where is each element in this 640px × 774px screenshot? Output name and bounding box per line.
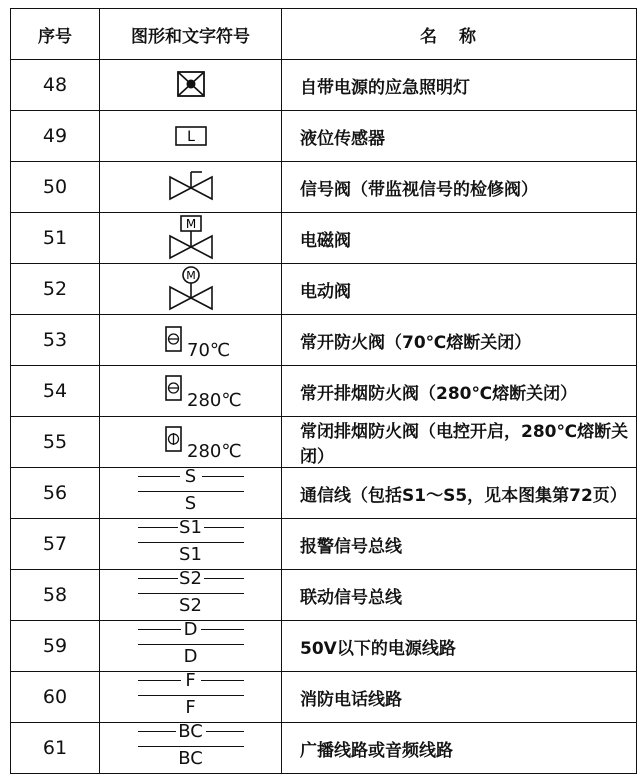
level-sensor-label: L xyxy=(187,129,195,145)
row-no: 58 xyxy=(11,570,100,621)
temperature-label: 70℃ xyxy=(187,340,231,361)
header-name: 名称 xyxy=(282,9,637,60)
row-name: 联动信号总线 xyxy=(282,570,637,621)
row-symbol xyxy=(100,519,282,570)
row-name: 通信线（包括S1～S5，见本图集第72页） xyxy=(282,468,637,519)
linkage-bus-symbol xyxy=(100,570,281,620)
row-symbol xyxy=(100,264,282,315)
communication-line-symbol xyxy=(100,468,281,518)
row-name: 50V以下的电源线路 xyxy=(282,621,637,672)
table-row xyxy=(11,570,637,621)
row-symbol xyxy=(100,213,282,264)
table-row xyxy=(11,366,637,417)
table-row xyxy=(11,162,637,213)
line-code-bottom: S xyxy=(184,493,197,514)
row-no: 48 xyxy=(11,60,100,111)
row-no: 52 xyxy=(11,264,100,315)
row-name: 消防电话线路 xyxy=(282,672,637,723)
row-symbol xyxy=(100,570,282,621)
row-symbol xyxy=(100,417,282,468)
table-row xyxy=(11,621,637,672)
row-symbol xyxy=(100,366,282,417)
row-name: 自带电源的应急照明灯 xyxy=(282,60,637,111)
row-symbol xyxy=(100,162,282,213)
table-row xyxy=(11,315,637,366)
header-symbol: 图形和文字符号 xyxy=(100,9,282,60)
row-symbol xyxy=(100,672,282,723)
table-row xyxy=(11,111,637,162)
line-code-bottom: BC xyxy=(178,748,203,769)
row-name: 报警信号总线 xyxy=(282,519,637,570)
row-name: 常开防火阀（70℃熔断关闭） xyxy=(282,315,637,366)
temperature-label: 280℃ xyxy=(187,390,242,411)
motor-label: M xyxy=(186,269,196,282)
table-row xyxy=(11,468,637,519)
level-sensor-icon xyxy=(100,111,281,161)
line-code-top: S xyxy=(184,466,197,487)
line-code-top: D xyxy=(183,619,198,640)
table-row xyxy=(11,672,637,723)
table-row xyxy=(11,60,637,111)
row-no: 49 xyxy=(11,111,100,162)
emergency-lamp-icon xyxy=(100,60,281,110)
solenoid-valve-icon xyxy=(100,213,281,263)
row-no: 61 xyxy=(11,723,100,774)
table-row xyxy=(11,264,637,315)
row-no: 51 xyxy=(11,213,100,264)
row-no: 53 xyxy=(11,315,100,366)
row-no: 60 xyxy=(11,672,100,723)
row-no: 54 xyxy=(11,366,100,417)
row-name: 广播线路或音频线路 xyxy=(282,723,637,774)
broadcast-line-symbol xyxy=(100,723,281,773)
row-symbol xyxy=(100,111,282,162)
motorized-valve-icon xyxy=(100,264,281,314)
line-code-top: F xyxy=(185,670,196,691)
table-row xyxy=(11,519,637,570)
row-symbol xyxy=(100,60,282,111)
line-code-bottom: S1 xyxy=(179,544,202,565)
row-name: 常闭排烟防火阀（电控开启，280℃熔断关闭） xyxy=(282,417,637,468)
header-no: 序号 xyxy=(11,9,100,60)
fire-phone-line-symbol xyxy=(100,672,281,722)
row-no: 56 xyxy=(11,468,100,519)
line-code-top: S1 xyxy=(179,517,202,538)
row-symbol xyxy=(100,315,282,366)
line-code-bottom: S2 xyxy=(179,595,202,616)
row-symbol xyxy=(100,468,282,519)
solenoid-label: M xyxy=(185,217,197,231)
row-no: 57 xyxy=(11,519,100,570)
row-symbol xyxy=(100,723,282,774)
line-code-top: BC xyxy=(178,721,203,742)
temperature-label: 280℃ xyxy=(187,441,242,462)
line-code-bottom: D xyxy=(183,646,198,667)
row-no: 59 xyxy=(11,621,100,672)
row-name: 电磁阀 xyxy=(282,213,637,264)
header-row xyxy=(11,9,637,60)
alarm-bus-symbol xyxy=(100,519,281,569)
row-name: 信号阀（带监视信号的检修阀） xyxy=(282,162,637,213)
table-row xyxy=(11,213,637,264)
line-code-bottom: F xyxy=(185,697,196,718)
row-name: 液位传感器 xyxy=(282,111,637,162)
row-no: 55 xyxy=(11,417,100,468)
power-line-symbol xyxy=(100,621,281,671)
table-row xyxy=(11,417,637,468)
row-symbol xyxy=(100,621,282,672)
legend-table xyxy=(10,8,637,774)
row-name: 电动阀 xyxy=(282,264,637,315)
table-row xyxy=(11,723,637,774)
row-no: 50 xyxy=(11,162,100,213)
line-code-top: S2 xyxy=(179,568,202,589)
row-name: 常开排烟防火阀（280℃熔断关闭） xyxy=(282,366,637,417)
signal-valve-icon xyxy=(100,162,281,212)
